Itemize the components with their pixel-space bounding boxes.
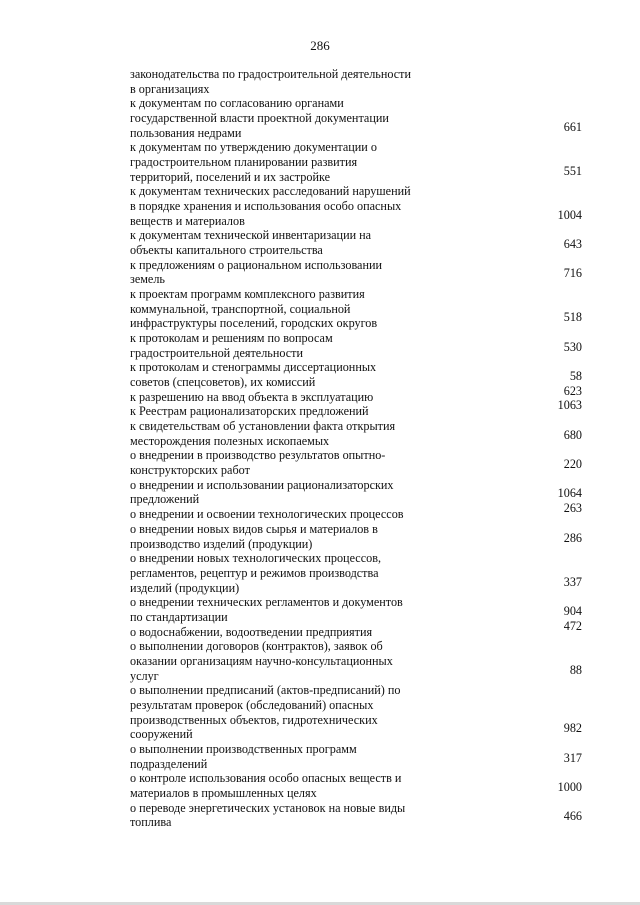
index-entry-page-number: 982	[563, 721, 582, 736]
index-entry-page-number: 1000	[557, 779, 582, 794]
index-entry-text	[130, 639, 420, 683]
index-entry-line: советов (спецсоветов), их комиссий	[130, 375, 316, 390]
index-entry-page-number: 263	[563, 501, 582, 516]
page-number: 286	[310, 38, 330, 53]
index-entry-page-number: 716	[563, 266, 582, 281]
index-entry-line: о контроле использования особо опасных веществ и	[130, 771, 402, 786]
index-entry-text	[130, 67, 420, 96]
index-entry-line: о внедрении новых видов сырья и материалов в	[130, 521, 378, 536]
index-entry-page-number: 317	[563, 750, 582, 765]
index-entry-line: к Реестрам рационализаторских предложений	[130, 404, 369, 419]
index-entry-line: результатам проверок (обследований) опасных	[130, 697, 374, 712]
index-entry-line: о выполнении производственных программ	[130, 741, 357, 756]
index-entry-page-number: 518	[563, 310, 582, 325]
index-entry-line: о водоснабжении, водоотведении предприятия	[130, 624, 373, 639]
index-entry-line: веществ и материалов	[130, 213, 245, 228]
index-entry-text	[130, 404, 420, 419]
index-entry-page-number: 530	[563, 339, 582, 354]
index-entry-text	[130, 419, 420, 448]
index-entry-text	[130, 551, 420, 595]
index-entry-page-number: 1064	[557, 486, 582, 501]
index-entry-text	[130, 287, 420, 331]
index-entry-line: материалов в промышленных целях	[130, 785, 317, 800]
index-entry	[130, 639, 582, 683]
index-entry-line: к документам по согласованию органами	[130, 96, 344, 111]
index-entry	[130, 618, 582, 640]
index-entry-line: объекты капитального строительства	[130, 243, 323, 258]
index-entry-text	[130, 184, 420, 228]
index-entry-page-number: 286	[563, 530, 582, 545]
index-entry-line: сооружений	[130, 727, 193, 742]
index-entry-page-number: 680	[563, 427, 582, 442]
index-entry	[130, 398, 582, 419]
index-entry	[130, 331, 582, 360]
index-entry-line: подразделений	[130, 756, 208, 771]
index-entry-page-number: 551	[563, 163, 582, 178]
index-entry-text	[130, 801, 420, 830]
index-entry-text	[130, 331, 420, 360]
index-entry-line: в порядке хранения и использования особо опасных	[130, 199, 402, 214]
index-entry-text	[130, 228, 420, 257]
index-entry-line: пользования недрами	[130, 125, 242, 140]
index-entry	[130, 742, 582, 771]
index-entry-text	[130, 478, 420, 507]
index-entry-page-number: 88	[569, 662, 582, 677]
index-entry-line: к протоколам и решениям по вопросам	[130, 331, 333, 346]
index-entry-text	[130, 625, 420, 640]
index-entry-text	[130, 507, 420, 522]
index-entry-line: к протоколам и стенограммы диссертационных	[130, 360, 377, 375]
index-entry-line: к документам технических расследований нарушений	[130, 184, 411, 199]
index-entry-page-number: 1004	[557, 207, 582, 222]
index-entry-line: услуг	[130, 668, 159, 683]
index-entry-line: топлива	[130, 815, 172, 830]
index-entry	[130, 801, 582, 830]
index-entry-page-number: 623	[563, 383, 582, 398]
index-entry-line: о внедрении в производство результатов опытно-	[130, 448, 386, 463]
index-entry-line: к документам по утверждению документации о	[130, 140, 377, 155]
index-entry-line: инфраструктуры поселений, городских округов	[130, 316, 378, 331]
index-entry-page-number: 220	[563, 457, 582, 472]
index-entry-line: производственных объектов, гидротехнических	[130, 712, 378, 727]
index-entry-line: изделий (продукции)	[130, 580, 240, 595]
index-entry-text	[130, 390, 420, 405]
index-entry-page-number: 58	[569, 369, 582, 384]
index-entry-line: оказании организациям научно-консультационных	[130, 653, 393, 668]
index-entry-text	[130, 96, 420, 140]
index-entry-line: градостроительной деятельности	[130, 345, 304, 360]
index-entry-line: производство изделий (продукции)	[130, 536, 313, 551]
index-entry-line: законодательства по градостроительной деятельности	[130, 67, 412, 81]
index-entry-text	[130, 258, 420, 287]
index-entry-line: в организациях	[130, 81, 210, 96]
index-entry-page-number: 643	[563, 237, 582, 252]
index-entry-line: по стандартизации	[130, 609, 228, 624]
index-entry	[130, 67, 582, 96]
index-entry-text	[130, 742, 420, 771]
index-entry-text	[130, 683, 420, 742]
index-entry	[130, 448, 582, 477]
index-entry-line: о выполнении предписаний (актов-предписаний) по	[130, 683, 401, 698]
index-entry	[130, 287, 582, 331]
index-entry-line: к документам технической инвентаризации на	[130, 228, 372, 243]
index-entry-line: месторождения полезных ископаемых	[130, 433, 330, 448]
index-entry-text	[130, 360, 420, 389]
index-entry-line: о выполнении договоров (контрактов), заявок об	[130, 639, 383, 654]
index-entry-text	[130, 771, 420, 800]
index-entry	[130, 140, 582, 184]
index-entry	[130, 258, 582, 287]
index-entry	[130, 771, 582, 800]
index-entry-text	[130, 448, 420, 477]
index-entry-page-number: 472	[563, 618, 582, 633]
index-entry	[130, 683, 582, 742]
index-entry	[130, 96, 582, 140]
index-entry-page-number: 337	[563, 574, 582, 589]
index-entry-line: градостроительном планировании развития	[130, 155, 358, 170]
index-entry	[130, 522, 582, 551]
index-entry	[130, 184, 582, 228]
index-entry-line: территорий, поселений и их застройке	[130, 169, 331, 184]
index-entry-page-number: 661	[563, 119, 582, 134]
index-entry-line: предложений	[130, 492, 200, 507]
index-entry-line: о внедрении и освоении технологических процессов	[130, 507, 404, 522]
index-entry-line: к разрешению на ввод объекта в эксплуатацию	[130, 389, 374, 404]
index-entry-page-number: 466	[563, 809, 582, 824]
index-entry-text	[130, 595, 420, 624]
index-entry-line: к свидетельствам об установлении факта открытия	[130, 419, 396, 434]
index-entry-page-number: 904	[563, 603, 582, 618]
index-entry-line: о внедрении новых технологических процессов,	[130, 551, 381, 566]
index-entry-text	[130, 522, 420, 551]
index-entry-line: к предложениям о рациональном использовании	[130, 257, 383, 272]
index-entry-line: о внедрении и использовании рационализаторских	[130, 477, 394, 492]
index-entry-line: регламентов, рецептур и режимов производства	[130, 565, 379, 580]
index-entry	[130, 419, 582, 448]
index-entry-line: государственной власти проектной документации	[130, 111, 389, 126]
index-entry	[130, 551, 582, 595]
index-entry-line: к проектам программ комплексного развития	[130, 287, 365, 302]
index-entry-page-number: 1063	[557, 398, 582, 413]
index-entry	[130, 228, 582, 257]
index-entry-line: конструкторских работ	[130, 463, 250, 478]
index-entry-line: о внедрении технических регламентов и документов	[130, 595, 403, 610]
index-entry-line: земель	[130, 272, 165, 287]
index-entry-line: о переводе энергетических установок на новые виды	[130, 800, 406, 815]
index-entry-text	[130, 140, 420, 184]
index-entry-line: коммунальной, транспортной, социальной	[130, 301, 351, 316]
subject-index	[130, 67, 582, 830]
index-entry	[130, 501, 582, 522]
